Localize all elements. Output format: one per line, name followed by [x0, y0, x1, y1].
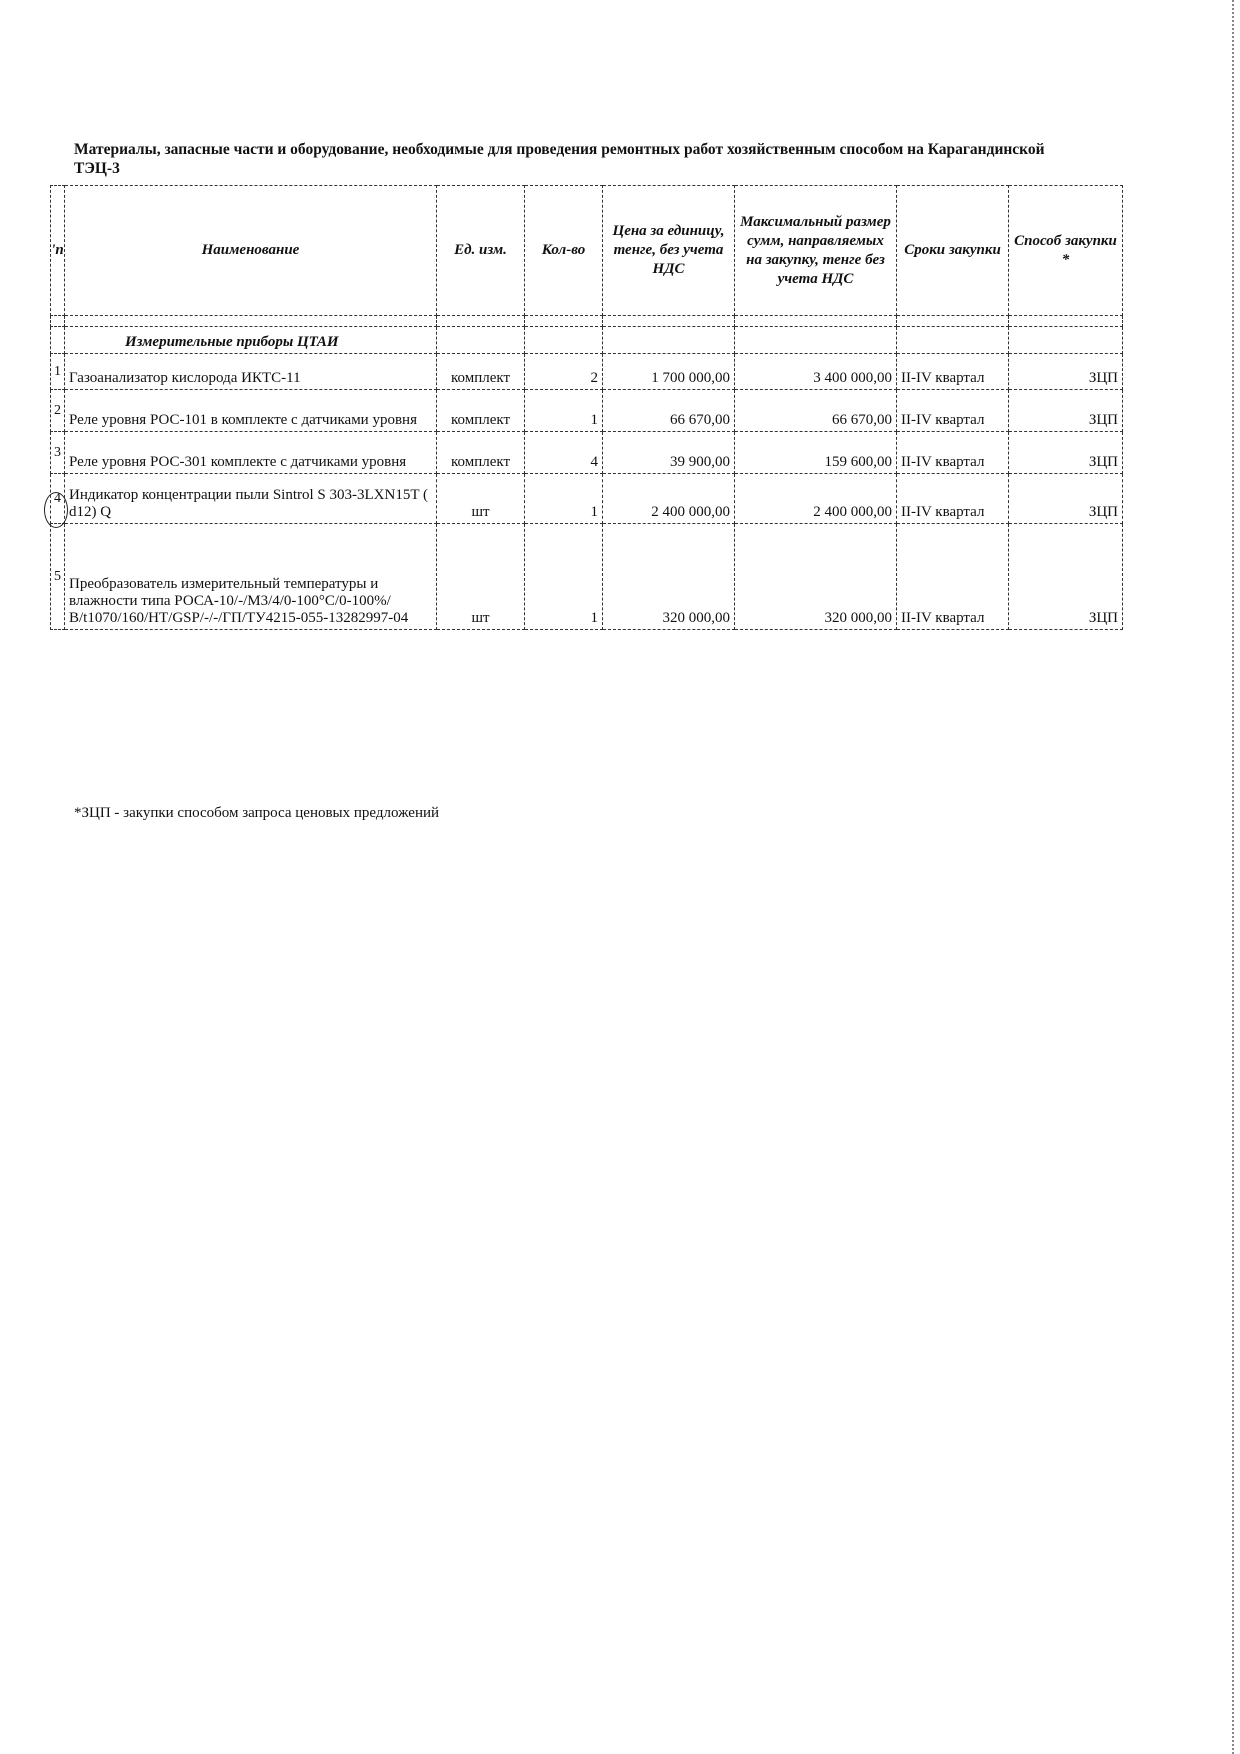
row-qty: 4 — [525, 432, 603, 474]
header-row — [51, 186, 1123, 316]
scan-edge-line — [1232, 0, 1236, 1754]
section-row — [51, 327, 1123, 354]
row-unit: шт — [437, 524, 525, 630]
footnote: *ЗЦП - закупки способом запроса ценовых предложений — [74, 805, 440, 821]
table-row — [51, 524, 1123, 630]
row-unit: комплект — [437, 390, 525, 432]
row-period: II-IV квартал — [897, 474, 1009, 524]
row-period: II-IV квартал — [897, 524, 1009, 630]
row-method: ЗЦП — [1009, 524, 1123, 630]
row-name: Реле уровня РОС-101 в комплекте с датчиками уровня — [65, 390, 437, 432]
row-unit: шт — [437, 474, 525, 524]
row-method: ЗЦП — [1009, 474, 1123, 524]
procurement-table — [50, 185, 1123, 630]
row-price: 1 700 000,00 — [603, 354, 735, 390]
page-title: Материалы, запасные части и оборудование, необходимые для проведения ремонтных работ хозяйственным способом на Карагандинской ТЭЦ-3 — [74, 141, 1045, 177]
row-num: 4 — [51, 474, 65, 524]
row-qty: 1 — [525, 390, 603, 432]
row-period: II-IV квартал — [897, 432, 1009, 474]
row-max-sum: 2 400 000,00 — [735, 474, 897, 524]
row-name: Индикатор концентрации пыли Sintrol S 303-3LXN15T ( d12) Q — [65, 474, 437, 524]
spacer-row — [51, 316, 1123, 327]
row-price: 2 400 000,00 — [603, 474, 735, 524]
row-max-sum: 3 400 000,00 — [735, 354, 897, 390]
row-max-sum: 159 600,00 — [735, 432, 897, 474]
row-num: 5 — [51, 524, 65, 630]
row-qty: 1 — [525, 474, 603, 524]
row-price: 39 900,00 — [603, 432, 735, 474]
header-num: 'п — [51, 186, 65, 316]
table-row — [51, 390, 1123, 432]
row-qty: 1 — [525, 524, 603, 630]
row-name: Реле уровня РОС-301 комплекте с датчиками уровня — [65, 432, 437, 474]
row-num: 2 — [51, 390, 65, 432]
row-name: Газоанализатор кислорода ИКТС-11 — [65, 354, 437, 390]
header-price: Цена за единицу, тенге, без учета НДС — [603, 186, 735, 316]
row-max-sum: 66 670,00 — [735, 390, 897, 432]
row-num: 3 — [51, 432, 65, 474]
row-unit: комплект — [437, 432, 525, 474]
row-max-sum: 320 000,00 — [735, 524, 897, 630]
section-title: Измерительные приборы ЦТАИ — [65, 327, 437, 354]
handwritten-circle-mark — [44, 492, 68, 528]
row-method: ЗЦП — [1009, 354, 1123, 390]
row-period: II-IV квартал — [897, 354, 1009, 390]
row-period: II-IV квартал — [897, 390, 1009, 432]
row-qty: 2 — [525, 354, 603, 390]
row-price: 320 000,00 — [603, 524, 735, 630]
row-price: 66 670,00 — [603, 390, 735, 432]
header-name: Наименование — [65, 186, 437, 316]
row-method: ЗЦП — [1009, 432, 1123, 474]
row-name: Преобразователь измерительный температуры и влажности типа РОСА-10/-/М3/4/0-100°С/0-100%/В/t1070/160/НТ/GSP/-/-/ГП/ТУ4215-055-13282997-04 — [65, 524, 437, 630]
table-row — [51, 474, 1123, 524]
row-num: 1 — [51, 354, 65, 390]
table-row — [51, 432, 1123, 474]
header-method: Способ закупки * — [1009, 186, 1123, 316]
header-max-sum: Максимальный размер сумм, направляемых на закупку, тенге без учета НДС — [735, 186, 897, 316]
table-row — [51, 354, 1123, 390]
row-method: ЗЦП — [1009, 390, 1123, 432]
row-unit: комплект — [437, 354, 525, 390]
header-period: Сроки закупки — [897, 186, 1009, 316]
header-qty: Кол-во — [525, 186, 603, 316]
header-unit: Ед. изм. — [437, 186, 525, 316]
